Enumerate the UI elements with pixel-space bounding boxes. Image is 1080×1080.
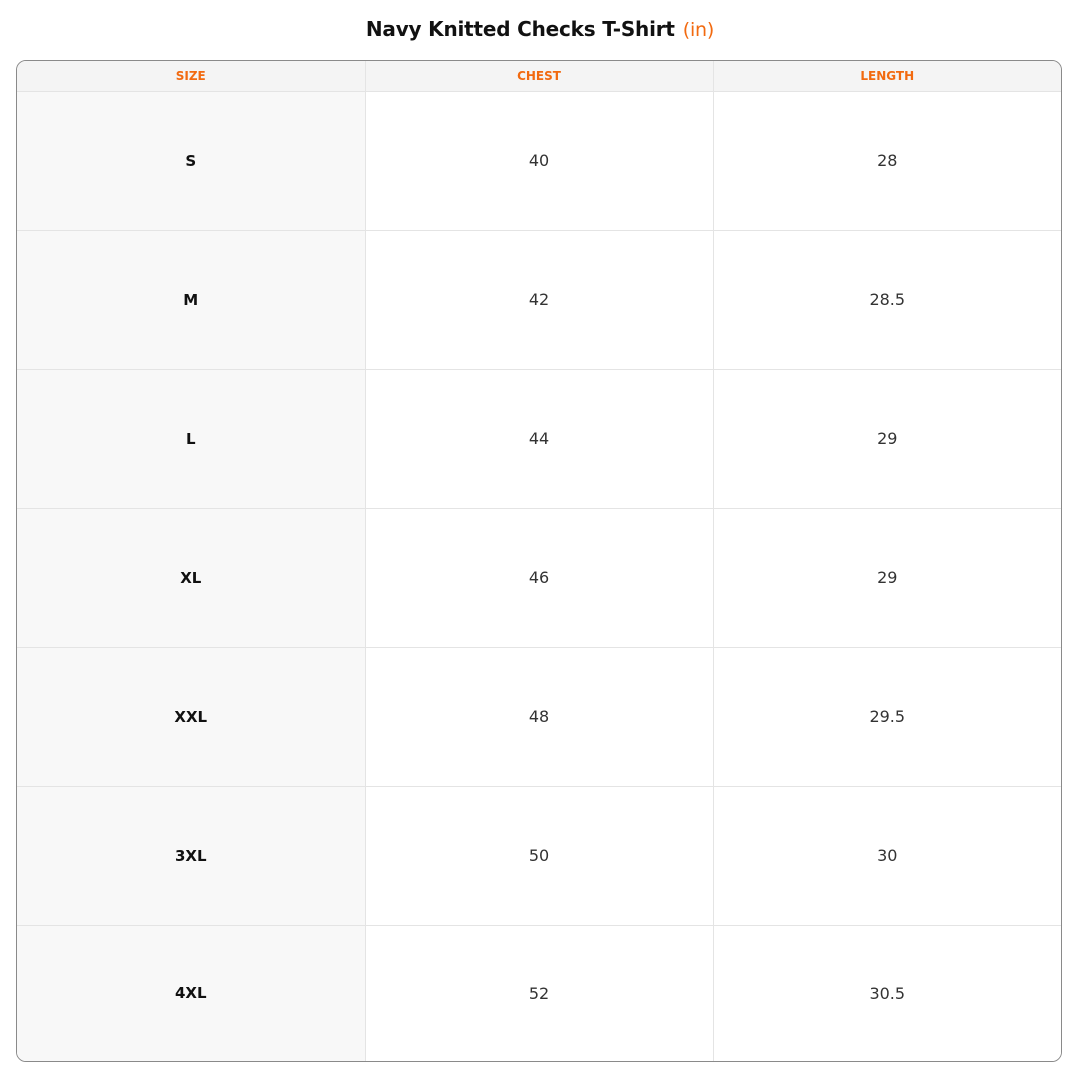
chest-cell: 50 xyxy=(365,786,713,925)
chest-cell: 46 xyxy=(365,508,713,647)
chest-cell: 40 xyxy=(365,92,713,231)
length-cell: 29 xyxy=(713,369,1061,508)
size-table-container xyxy=(16,60,1062,1062)
chest-cell: 42 xyxy=(365,230,713,369)
header-size: SIZE xyxy=(17,61,365,92)
header-row xyxy=(17,61,1061,92)
page-title xyxy=(0,17,1080,41)
size-cell: S xyxy=(17,92,365,231)
size-table xyxy=(17,61,1061,1061)
size-cell: M xyxy=(17,230,365,369)
size-cell: 3XL xyxy=(17,786,365,925)
title-text: Navy Knitted Checks T-Shirt xyxy=(365,17,675,41)
table-row xyxy=(17,647,1061,786)
chest-cell: 52 xyxy=(365,925,713,1061)
table-row xyxy=(17,230,1061,369)
chest-cell: 48 xyxy=(365,647,713,786)
table-row xyxy=(17,92,1061,231)
length-cell: 28 xyxy=(713,92,1061,231)
size-cell: XXL xyxy=(17,647,365,786)
length-cell: 28.5 xyxy=(713,230,1061,369)
table-row xyxy=(17,508,1061,647)
header-chest: CHEST xyxy=(365,61,713,92)
length-cell: 30.5 xyxy=(713,925,1061,1061)
table-row xyxy=(17,369,1061,508)
size-cell: 4XL xyxy=(17,925,365,1061)
size-cell: L xyxy=(17,369,365,508)
chest-cell: 44 xyxy=(365,369,713,508)
length-cell: 29.5 xyxy=(713,647,1061,786)
table-row xyxy=(17,925,1061,1061)
length-cell: 30 xyxy=(713,786,1061,925)
table-row xyxy=(17,786,1061,925)
unit-label: (in) xyxy=(682,19,715,41)
length-cell: 29 xyxy=(713,508,1061,647)
header-length: LENGTH xyxy=(713,61,1061,92)
size-cell: XL xyxy=(17,508,365,647)
